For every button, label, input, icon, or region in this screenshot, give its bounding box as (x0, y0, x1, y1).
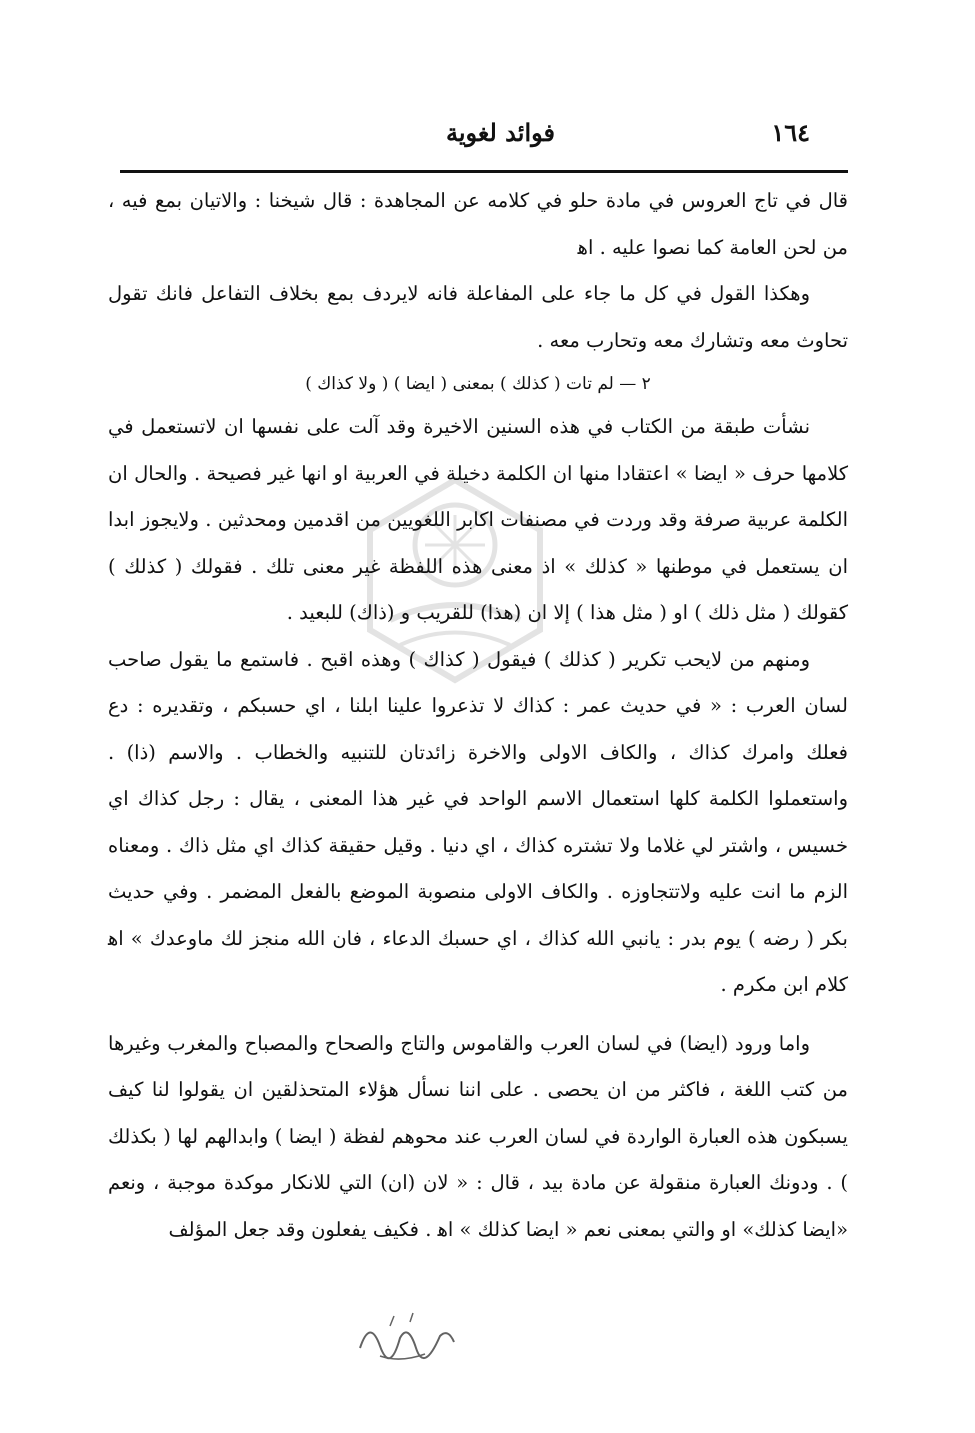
paragraph-3: نشأت طبقة من الكتاب في هذه السنين الاخيرة وقد آلت على نفسها ان لاتستعمل في كلامها حرف « ايضا » اعتقادا منها ان الكلمة دخيلة في العربية او انها غير فصيحة . والحال ان الكلمة عربية صرفة وقد وردت في مصنفات اكابر اللغويين من اقدمين ومحدثين . ولايجوز ابدا ان يستعمل في موطنها « كذلك » اذ معنى هذه اللفظة غير معنى تلك . فقولك ( كذلك ) كقولك ( مثل ذلك ) او ( مثل هذا ) إلا ان (هذا) للقريب و (ذاك) للبعيد . (108, 415, 848, 624)
page-number: ١٦٤ (771, 118, 810, 147)
paragraph-1: قال في تاج العروس في مادة حلو في كلامه عن المجاهدة : قال شيخنا : والاتيان بمع فيه ، من لحن العامة كما نصوا عليه . اﻫ (108, 189, 848, 259)
paragraph-2: وهكذا القول في كل ما جاء على المفاعلة فانه لايردف بمع بخلاف التفاعل فانك تقول تحاوث معه وتشارك معه وتحارب معه . (108, 282, 848, 352)
header-rule (120, 170, 848, 173)
paragraph-4: ومنهم من لايحب تكرير ( كذلك ) فيقول ( كذاك ) وهذه اقبح . فاستمع ما يقول صاحب لسان العرب : « في حديث عمر : كذاك لا تذعروا علينا ابلنا ، اي حسبكم ، وتقديره : دع فعلك وامرك كذاك ، والكاف الاولى والاخرة زائدتان للتنبيه والخطاب . والاسم (ذا) . واستعملوا الكلمة كلها استعمال الاسم الواحد في غير هذا المعنى ، يقال : رجل كذاك اي خسيس ، واشتر لي غلاما ولا تشتره كذاك ، اي دنيا . وقيل حقيقة كذاك اي مثل ذاك . ومعناه الزم ما انت عليه ولاتتجاوزه . والكاف الاولى منصوبة الموضع بالفعل المضمر . وفي حديث بكر ( رضه ) يوم بدر : يانبي الله كذاك ، اي حسبك الدعاء ، فان الله منجز لك ماوعدك » اﻫ كلام ابن مكرم . (108, 647, 848, 996)
paragraph-5: واما ورود (ايضا) في لسان العرب والقاموس والتاج والصحاح والمصباح والمغرب وغيرها من كتب اللغة ، فاكثر من ان يحصى . على اننا نسأل هؤلاء المتحذلقين ان يقولوا لنا كيف يسبكون هذه العبارة الواردة في لسان العرب عند محوهم لفظة ( ايضا ) وابدالهم لها ( بكذلك ) . ودونك العبارة منقولة عن مادة بيد ، قال : « لان (ان) التي للانكار موكدة موجبة ، ونعم «ايضا كذلك» او والتي بمعنى نعم « ايضا كذلك » اﻫ . فكيف يفعلون وقد جعل المؤلف (108, 1031, 848, 1241)
running-title: فوائد لغوية (445, 118, 555, 147)
section-heading: ٢ — لم تات ( كذلك ) بمعنى ( ايضا ) ( ولا كذاك ) (305, 374, 651, 394)
page-header (110, 118, 840, 158)
body-text (108, 178, 848, 1253)
handwritten-signature (350, 1308, 460, 1368)
